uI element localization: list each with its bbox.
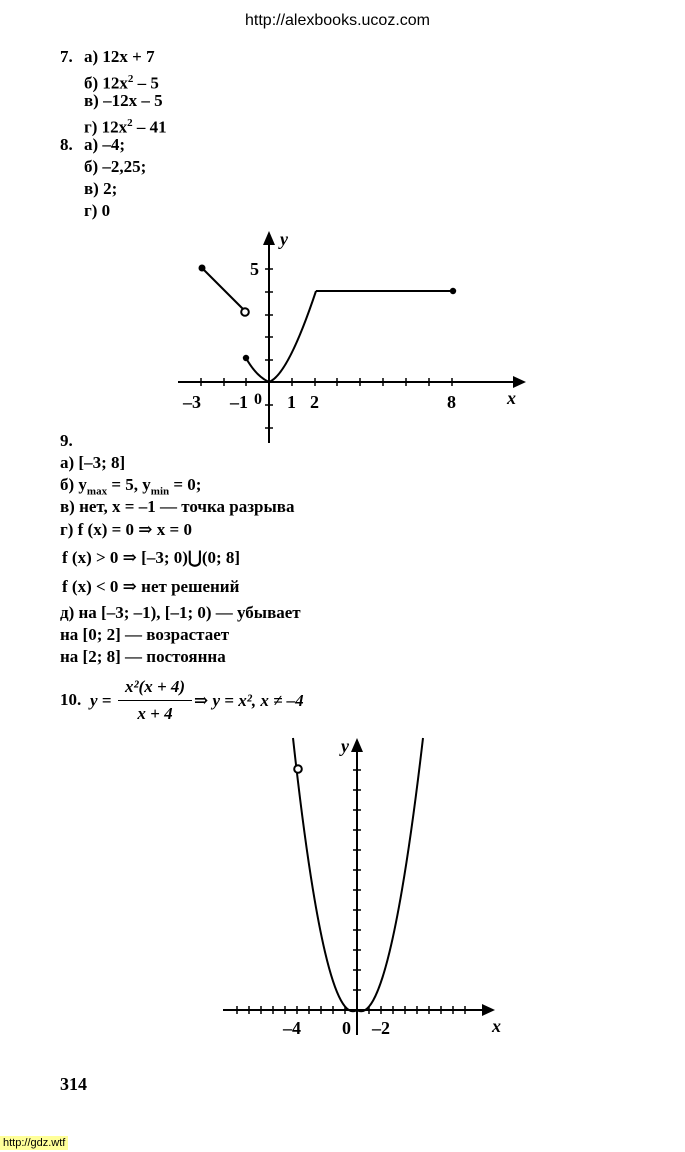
p9-d3: f (x) < 0 ⇒ нет решений — [62, 577, 240, 596]
p9-b-max: max — [86, 485, 108, 498]
page-number: 314 — [60, 1074, 87, 1094]
graph1-tick-8: 8 — [447, 392, 456, 412]
graph2-x-arrow — [482, 1004, 495, 1016]
graph1-point-start — [199, 265, 206, 272]
graph1-point-minus1 — [243, 355, 249, 361]
header-url: http://alexbooks.ucoz.com — [245, 12, 430, 29]
graph1-tick-minus1: –1 — [230, 392, 248, 412]
graph1-point-open — [241, 308, 249, 316]
p10-rest: ⇒ y = x², x ≠ –4 — [194, 691, 304, 710]
p7-b-sup: 2 — [127, 73, 134, 85]
p9-c: в) нет, x = –1 — точка разрыва — [60, 497, 295, 516]
p9-b-min: min — [150, 485, 170, 498]
problem-9-number: 9. — [60, 431, 73, 450]
graph1-tick-1: 1 — [287, 392, 296, 412]
graph1-point-end — [450, 288, 456, 294]
p8-d: г) 0 — [84, 201, 111, 220]
graph2-y-label: y — [341, 736, 349, 756]
graph1-segment-left — [202, 268, 245, 311]
p8-c: в) 2; — [84, 179, 118, 198]
graph-2 — [215, 730, 515, 1050]
p9-e3: на [2; 8] — постоянна — [60, 647, 226, 666]
p9-d1: г) f (x) = 0 ⇒ x = 0 — [60, 520, 192, 539]
graph1-x-label: x — [507, 388, 516, 408]
graph1-tick-0: 0 — [254, 391, 262, 408]
p7-d-sup: 2 — [127, 117, 133, 129]
graph1-tick-minus3: –3 — [183, 392, 201, 412]
footer-link[interactable]: http://gdz.wtf — [0, 1136, 68, 1150]
graph1-y-arrow — [263, 231, 275, 245]
graph1-curve-right — [269, 291, 316, 382]
p8-a: а) –4; — [84, 135, 126, 154]
p7-d-post: – 41 — [132, 117, 167, 137]
problem-7-number: 7. — [60, 47, 73, 66]
p7-b-post: – 5 — [133, 73, 159, 93]
p7-d — [84, 113, 167, 138]
graph2-y-arrow — [351, 738, 363, 752]
p7-b-pre: б) 12x — [84, 73, 128, 93]
graph-1 — [170, 225, 540, 450]
p7-d-pre: г) 12x — [84, 117, 128, 137]
p7-a: а) 12x + 7 — [84, 47, 155, 66]
problem-7 — [60, 47, 73, 67]
p10-fraction-denominator: x + 4 — [137, 704, 173, 723]
graph2-point-open — [294, 765, 302, 773]
graph2-tick-0: 0 — [342, 1018, 351, 1038]
p9-b-mid: = 5, y — [107, 475, 151, 494]
p9-e1: д) на [–3; –1), [–1; 0) — убывает — [60, 603, 301, 622]
graph2-x-label: x — [492, 1016, 501, 1036]
p10-fraction-bar — [118, 700, 192, 701]
graph1-x-arrow — [513, 376, 526, 388]
p9-a: а) [–3; 8] — [60, 453, 126, 472]
p9-d2: f (x) > 0 ⇒ [–3; 0)⋃(0; 8] — [62, 548, 241, 567]
graph2-tick-minus4: –4 — [283, 1018, 301, 1038]
p10-y-eq: y = — [90, 691, 112, 710]
graph1-tick-5: 5 — [250, 259, 259, 279]
p9-e2: на [0; 2] — возрастает — [60, 625, 230, 644]
graph1-tick-2: 2 — [310, 392, 319, 412]
problem-8-number: 8. — [60, 135, 73, 154]
p7-b — [84, 69, 159, 94]
p7-c: в) –12x – 5 — [84, 91, 163, 110]
graph2-tick-minus2: –2 — [372, 1018, 390, 1038]
p9-b-pre: б) y — [60, 475, 87, 494]
p10-fraction-numerator: x²(x + 4) — [124, 677, 186, 696]
graph1-curve-left — [246, 358, 269, 382]
graph1-y-label: y — [280, 229, 288, 249]
problem-10-number: 10. — [60, 690, 82, 709]
p9-b-post: = 0; — [169, 475, 202, 494]
p8-b: б) –2,25; — [84, 157, 147, 176]
